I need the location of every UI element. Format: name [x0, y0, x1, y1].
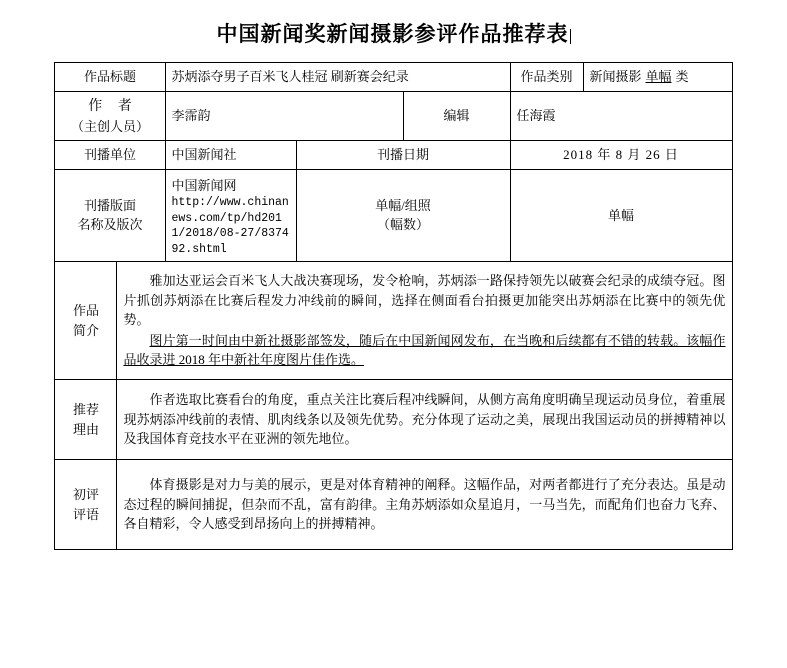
publisher-value: 中国新闻社: [165, 141, 296, 170]
table-row-work-title: [55, 63, 732, 92]
category-label: [510, 63, 583, 92]
editor-value: 任海霞: [510, 91, 732, 141]
author-value: 李霈韵: [165, 91, 403, 141]
table-row-publisher: [55, 141, 732, 170]
category-suffix: 类: [675, 69, 689, 84]
count-label-line2: （幅数）: [376, 217, 429, 233]
reason-body: [117, 380, 732, 460]
layout-site: 中国新闻网: [171, 177, 237, 193]
table-row-review: [55, 460, 732, 550]
recommendation-form-table: [54, 62, 732, 550]
category-value-cell: [583, 63, 732, 92]
author-label-text: 作 者: [88, 98, 138, 114]
layout-label: [55, 169, 165, 262]
count-label-line1: 单幅/组照: [375, 197, 431, 213]
page-title: 中国新闻奖新闻摄影参评作品推荐表: [216, 22, 569, 46]
editor-label: 编辑: [403, 91, 510, 141]
table-row-layout: [55, 169, 732, 262]
layout-url[interactable]: http://www.chinanews.com/tp/hd2011/2018/08-27/837492.shtml: [171, 196, 289, 256]
document-page: [0, 18, 787, 668]
review-label-line1: 初评: [72, 487, 99, 503]
category-label-text: 作品类别: [520, 69, 573, 84]
count-value: 单幅: [510, 169, 732, 262]
author-sublabel-text: （主创人员）: [70, 118, 149, 134]
work-title-label: 作品标题: [55, 63, 165, 92]
reason-label-line2: 理由: [72, 421, 99, 437]
review-body: [117, 460, 732, 550]
summary-label-line2: 简介: [72, 322, 99, 338]
author-label: [55, 91, 165, 141]
category-prefix: 新闻摄影: [589, 69, 642, 84]
count-label: [296, 169, 510, 262]
summary-paragraph-2: 图片第一时间由中新社摄影部签发，随后在中国新闻网发布，在当晚和后续都有不错的转载。该幅作品收录进 2018 年中新社年度图片佳作选。: [123, 332, 726, 368]
review-paragraph-1: 体育摄影是对力与美的展示，更是对体育精神的阐释。这幅作品，对两者都进行了充分表达。虽是动态过程的瞬间捕捉，但杂而不乱，富有韵律。主角苏炳添如众星追月，一马当先，而配角们也奋力飞弃、各自精彩，令人感受到昂扬向上的拼搏精神。: [123, 477, 726, 532]
publish-date-value: 2018 年 8 月 26 日: [510, 141, 732, 170]
work-title-value: 苏炳添夺男子百米飞人桂冠 刷新赛会纪录: [165, 63, 510, 92]
summary-body: [117, 262, 732, 380]
review-label-line2: 评语: [72, 506, 99, 522]
summary-label-line1: 作品: [72, 303, 99, 319]
table-row-author: [55, 91, 732, 141]
publish-date-label: 刊播日期: [296, 141, 510, 170]
reason-paragraph-1: 作者选取比赛看台的角度，重点关注比赛后程冲线瞬间，从侧方高角度明确呈现运动员身位，着重展现苏炳添冲线前的表情、肌肉线条以及领先优势。充分体现了运动之美，展现出我国运动员的拼搏精神以及我国体育竞技水平在亚洲的领先地位。: [123, 392, 726, 447]
category-value: 单幅: [645, 69, 672, 84]
publisher-label: 刊播单位: [55, 141, 165, 170]
table-row-summary: [55, 262, 732, 380]
text-caret: [570, 29, 571, 44]
layout-value-cell: [165, 169, 296, 262]
summary-paragraph-1: 雅加达亚运会百米飞人大战决赛现场，发令枪响，苏炳添一路保持领先以破赛会纪录的成绩夺冠。图片抓创苏炳添在比赛后程发力冲线前的瞬间，选择在侧面看台拍摄更加能突出苏炳添在比赛中的领先优势。: [123, 273, 726, 328]
summary-label: [55, 262, 117, 380]
review-label: [55, 460, 117, 550]
reason-label: [55, 380, 117, 460]
layout-label-line2: 名称及版次: [77, 217, 143, 233]
table-row-reason: [55, 380, 732, 460]
reason-label-line1: 推荐: [72, 402, 99, 418]
layout-label-line1: 刊播版面: [83, 197, 136, 213]
